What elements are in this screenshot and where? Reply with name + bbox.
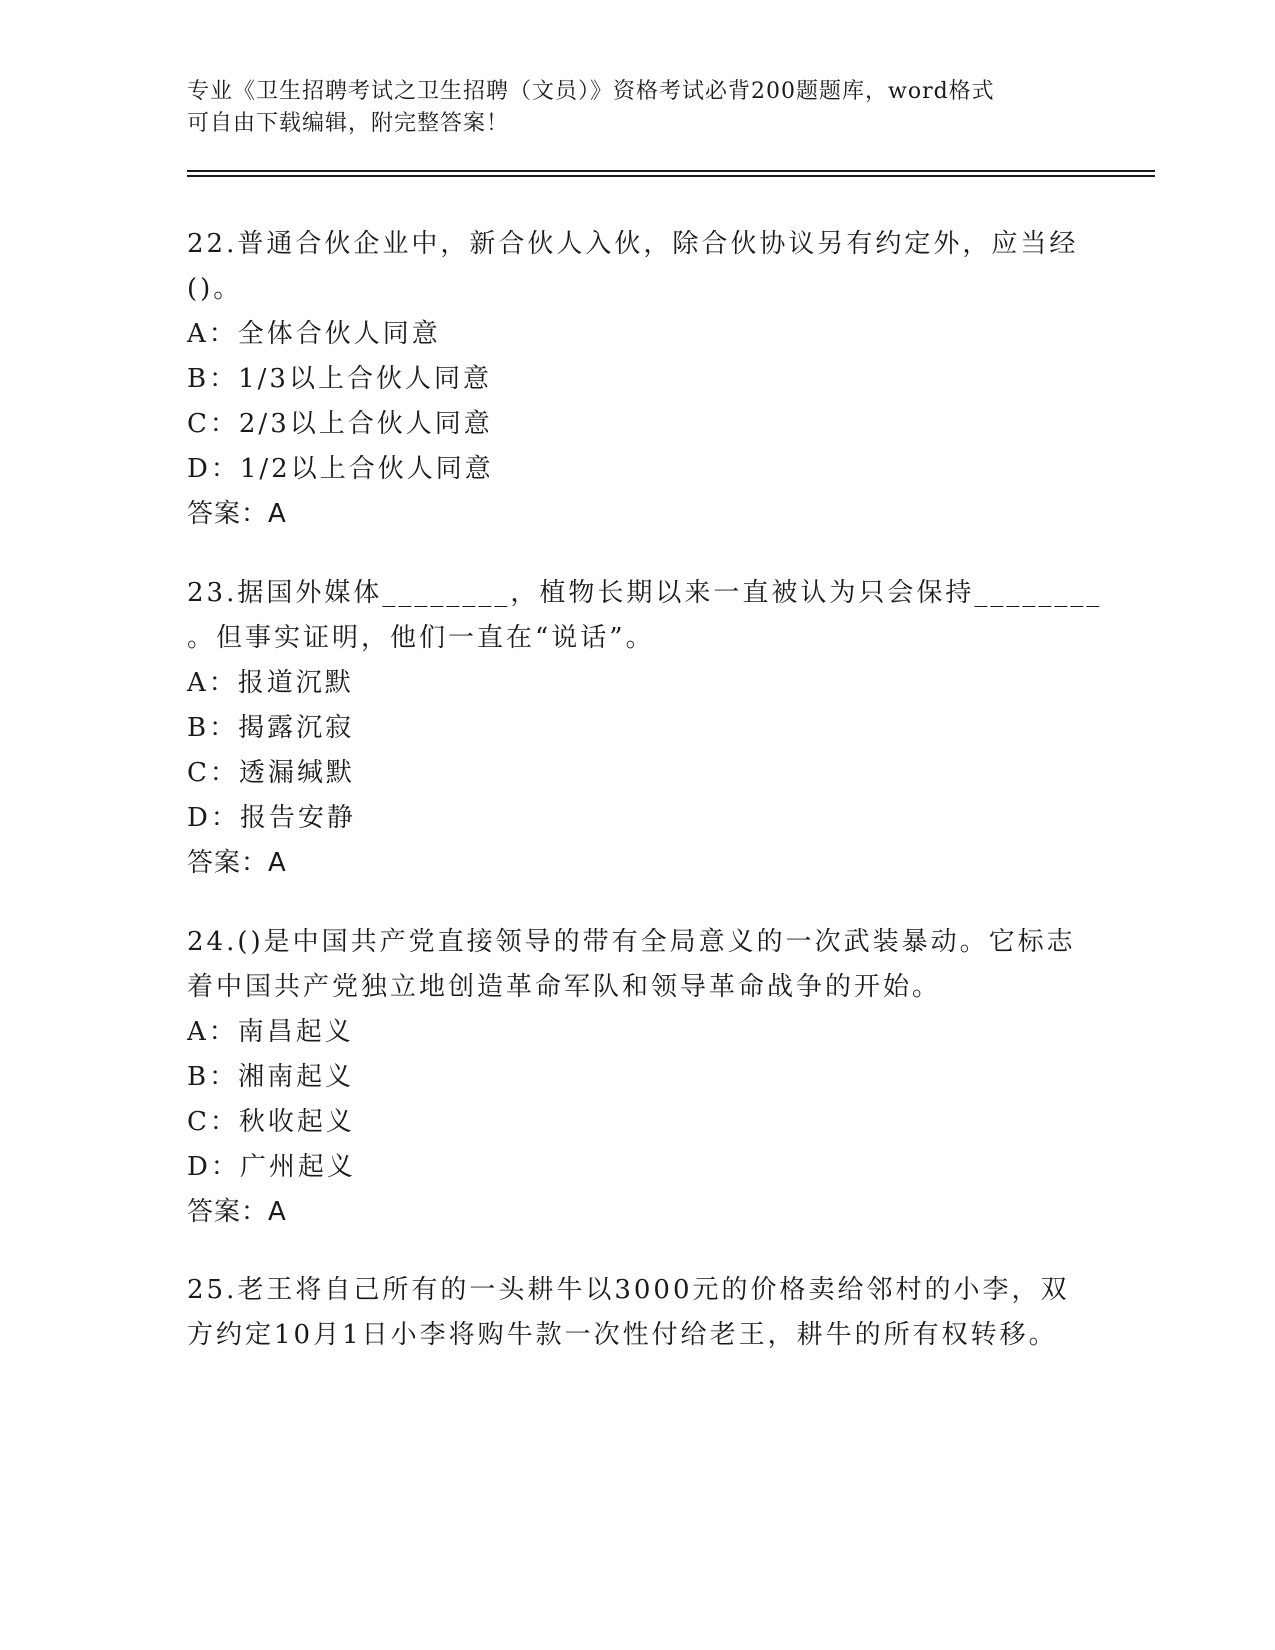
- question-25: [187, 1268, 1077, 1358]
- option-d: D：报告安静: [187, 803, 356, 833]
- option-d: D：广州起义: [187, 1152, 356, 1182]
- option-d: D：1/2以上合伙人同意: [187, 454, 494, 484]
- question-stem: 着中国共产党独立地创造革命军队和领导革命战争的开始。: [187, 972, 942, 1002]
- option-b: B：湘南起义: [187, 1062, 355, 1092]
- question-22: [187, 222, 1077, 537]
- document-header: [187, 76, 1067, 140]
- question-stem: ()。: [187, 274, 243, 304]
- option-a: A：全体合伙人同意: [187, 319, 441, 349]
- header-line-2: 可自由下载编辑，附完整答案！: [187, 111, 510, 136]
- option-c: C：秋收起义: [187, 1107, 355, 1137]
- answer: 答案：A: [187, 1197, 287, 1227]
- option-c: C：透漏缄默: [187, 758, 355, 788]
- header-line-1: 专业《卫生招聘考试之卫生招聘（文员）》资格考试必背200题题库，word格式: [187, 79, 995, 104]
- option-b: B：1/3以上合伙人同意: [187, 364, 492, 394]
- answer: 答案：A: [187, 499, 287, 529]
- option-b: B：揭露沉寂: [187, 713, 355, 743]
- answer: 答案：A: [187, 848, 287, 878]
- header-rule-top: [187, 170, 1155, 172]
- question-stem: 24.()是中国共产党直接领导的带有全局意义的一次武装暴动。它标志: [187, 927, 1076, 957]
- header-rule-bottom: [187, 175, 1155, 177]
- question-stem: 方约定10月1日小李将购牛款一次性付给老王，耕牛的所有权转移。: [187, 1320, 1058, 1350]
- question-stem: 。但事实证明，他们一直在“说话”。: [187, 623, 655, 653]
- question-stem: 25.老王将自己所有的一头耕牛以3000元的价格卖给邻村的小李，双: [187, 1275, 1070, 1305]
- question-stem: 22.普通合伙企业中，新合伙人入伙，除合伙协议另有约定外，应当经: [187, 229, 1079, 259]
- question-24: [187, 920, 1077, 1235]
- option-a: A：报道沉默: [187, 668, 354, 698]
- question-23: [187, 571, 1103, 886]
- option-a: A：南昌起义: [187, 1017, 354, 1047]
- option-c: C：2/3以上合伙人同意: [187, 409, 493, 439]
- question-stem: 23.据国外媒体________，植物长期以来一直被认为只会保持________: [187, 578, 1103, 608]
